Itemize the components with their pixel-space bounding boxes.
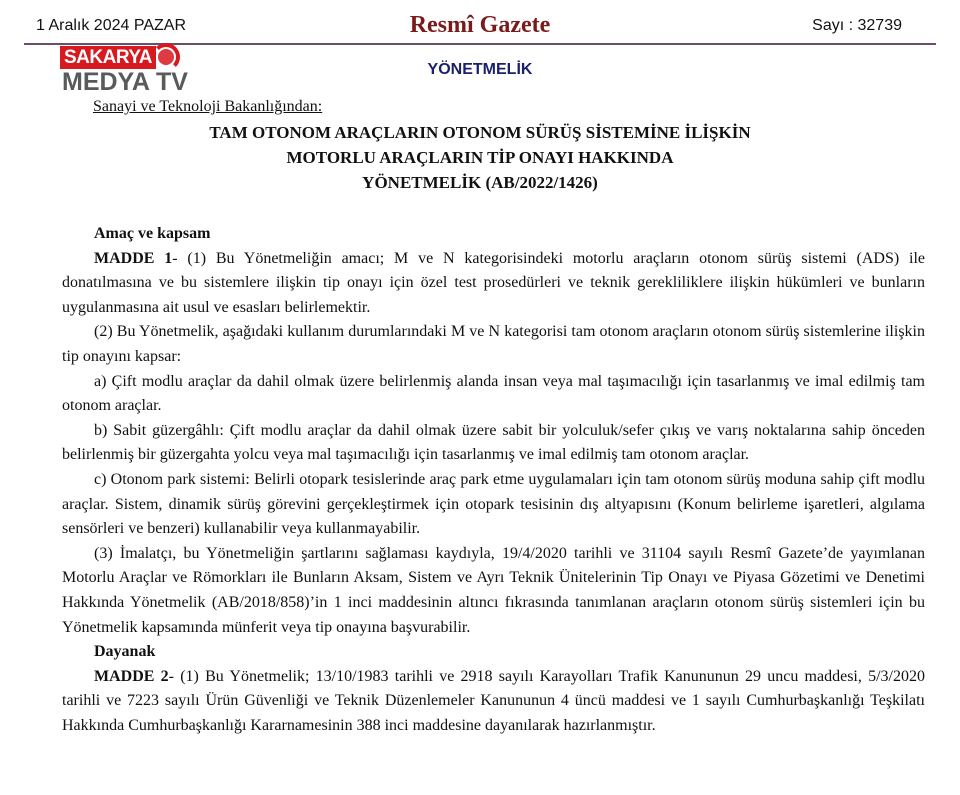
article-paragraph <box>62 665 925 739</box>
article-paragraph <box>62 247 925 321</box>
issue-number: Sayı : 32739 <box>812 17 902 34</box>
section-heading: Dayanak <box>94 643 156 661</box>
gazette-title: Resmî Gazete <box>409 12 551 38</box>
gazette-date: 1 Aralık 2024 PAZAR <box>36 17 186 34</box>
watermark-logo-line1: SAKARYA <box>60 46 156 69</box>
section-type-label: YÖNETMELİK <box>427 61 533 78</box>
ministry-name: Sanayi ve Teknoloji Bakanlığından: <box>93 98 323 115</box>
section-heading: Amaç ve kapsam <box>94 225 211 242</box>
article-paragraph: a) Çift modlu araçlar da dahil olmak üzere belirlenmiş alanda insan veya mal taşımacılığı için tasarlanmış ve imal edilmiş tam otonom araçlar. <box>62 372 925 415</box>
document-title <box>0 120 960 195</box>
article-paragraph: b) Sabit güzergâhlı: Çift modlu araçlar da dahil olmak üzere sabit bir yolculuk/sefer çıkış ve varış noktalarına sahip önceden belirlenmiş bir güzergahta yolcu veya mal taşımacılığı için tasarlanmış ve imal edilmiş tam otonom araçlar. <box>62 421 925 464</box>
globe-ring-icon <box>152 43 180 71</box>
article-text: - (1) Bu Yönetmelik; 13/10/1983 tarihli ve 2918 sayılı Karayolları Trafik Kanununun 29 uncu maddesi, 5/3/2020 tarihli ve 7223 sayılı Ürün Güvenliği ve Teknik Düzenlemeler Kanununun 4 üncü maddesi ve 1 sayılı Cumhurbaşkanlığı Teşkilatı Hakkında Cumhurbaşkanlığı Kararnamesinin 388 inci maddesine dayanılarak hazırlanmıştır. <box>62 667 926 734</box>
document-title-line: MOTORLU ARAÇLARIN TİP ONAYI HAKKINDA <box>286 148 674 167</box>
watermark-logo-line2: MEDYA TV <box>62 68 188 96</box>
article-label: MADDE 2 <box>94 667 169 685</box>
article-paragraph: c) Otonom park sistemi: Belirli otopark tesislerinde araç park etme uygulamaları için tam otonom sürüş moduna sahip çift modlu araçlar. Sistem, dinamik sürüş görevini gerçekleştirmek için otopark tesisinin dış altyapısını (Konum belirleme işaretleri, algılama sensörleri ve benzeri) kullanabilir veya kullanmayabilir. <box>62 470 925 538</box>
watermark-logo <box>60 46 200 104</box>
article-label: MADDE 1 <box>94 249 173 267</box>
article-paragraph: (2) Bu Yönetmelik, aşağıdaki kullanım durumlarındaki M ve N kategorisi tam otonom araçların otonom sürüş sistemlerine ilişkin tip onayını kapsar: <box>62 323 925 365</box>
document-title-line: TAM OTONOM ARAÇLARIN OTONOM SÜRÜŞ SİSTEMİNE İLİŞKİN <box>209 123 751 142</box>
document-title-line: YÖNETMELİK (AB/2022/1426) <box>362 173 598 192</box>
document-body <box>62 222 925 738</box>
article-paragraph: (3) İmalatçı, bu Yönetmeliğin şartlarını sağlaması kaydıyla, 19/4/2020 tarihli ve 31104 sayılı Resmî Gazete’de yayımlanan Motorlu Araçlar ve Römorkları ile Bunların Aksam, Sistem ve Ayrı Teknik Ünitelerinin Tip Onayı ve Piyasa Gözetimi ve Denetimi Hakkında Yönetmelik (AB/2018/858)’in 1 inci maddesinin altıncı fıkrasında tanımlanan araçların otonom sürüş sistemleri için bu Yönetmelik kapsamında münferit veya tip onayına başvurabilir. <box>62 544 925 636</box>
article-text: - (1) Bu Yönetmeliğin amacı; M ve N kategorisindeki motorlu araçların otonom sürüş sistemi (ADS) ile donatılmasına ve bu sistemlere ilişkin tip onayı için özel test prosedürleri ve teknik gerekliliklere ilişkin hükümleri ve bunların uygulanmasına ait usul ve esasları belirlemektir. <box>62 249 926 316</box>
